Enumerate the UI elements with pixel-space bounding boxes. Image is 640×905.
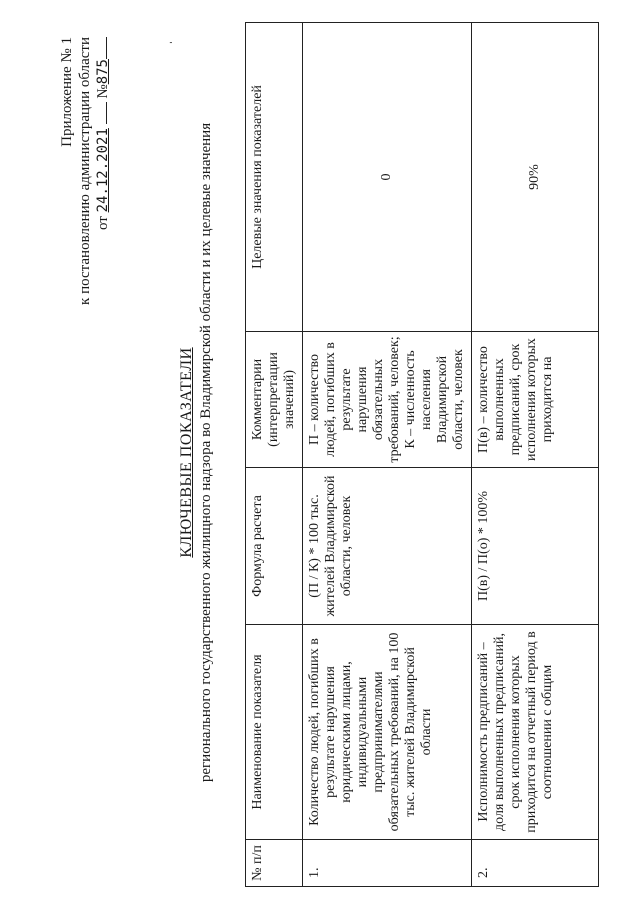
appendix-date-number [94,37,112,905]
date-prefix: от [95,216,111,231]
decree-date: 24.12.2021 [95,128,111,213]
row-name: Количество людей, погибших в результате нарушения юридическими лицами, индивидуальными предпринимателями обязательных требований, на 100 тыс. жителей Владимирской области [303,625,472,840]
row-num: 1. [303,840,472,887]
appendix-decree-ref: к постановлению администрации области [77,37,93,305]
decree-number: 875 [95,59,111,85]
blank-line [94,102,107,124]
table-row [472,23,599,887]
document-subtitle: регионального государственного жилищного надзора во Владимирской области и их целевые значения [198,122,214,783]
indicators-table [245,22,599,887]
row-formula: П(в) / П(о) * 100% [472,468,599,625]
header-num: № п/п [246,840,303,887]
document-title: КЛЮЧЕВЫЕ ПОКАЗАТЕЛИ [178,347,195,558]
blank-line [94,37,107,59]
appendix-label: Приложение № 1 [59,37,75,147]
table-header-row [246,23,303,887]
row-target: 90% [472,23,599,332]
header-name: Наименование показателя [246,625,303,840]
row-num: 2. [472,840,599,887]
table-row [303,23,472,887]
row-target: 0 [303,23,472,332]
header-target: Целевые значения показателей [246,23,303,332]
header-comment: Комментарии (интерпретации значений) [246,332,303,468]
row-name: Исполнимость предписаний – доля выполненных предписаний, срок исполнения которых приходится на отчетный период в соотношении с общим [472,625,599,840]
row-comment: П – количество людей, погибших в результате нарушения обязательных требований, человек; К – численность населения Владимирской области, человек [303,332,472,468]
row-comment: П(в) – количество выполненных предписаний, срок исполнения которых приходится на [472,332,599,468]
scan-mark: ˌ [158,40,173,45]
header-formula: Формула расчета [246,468,303,625]
number-prefix: № [95,84,111,99]
row-formula: (П / К) * 100 тыс. жителей Владимирской области, человек [303,468,472,625]
